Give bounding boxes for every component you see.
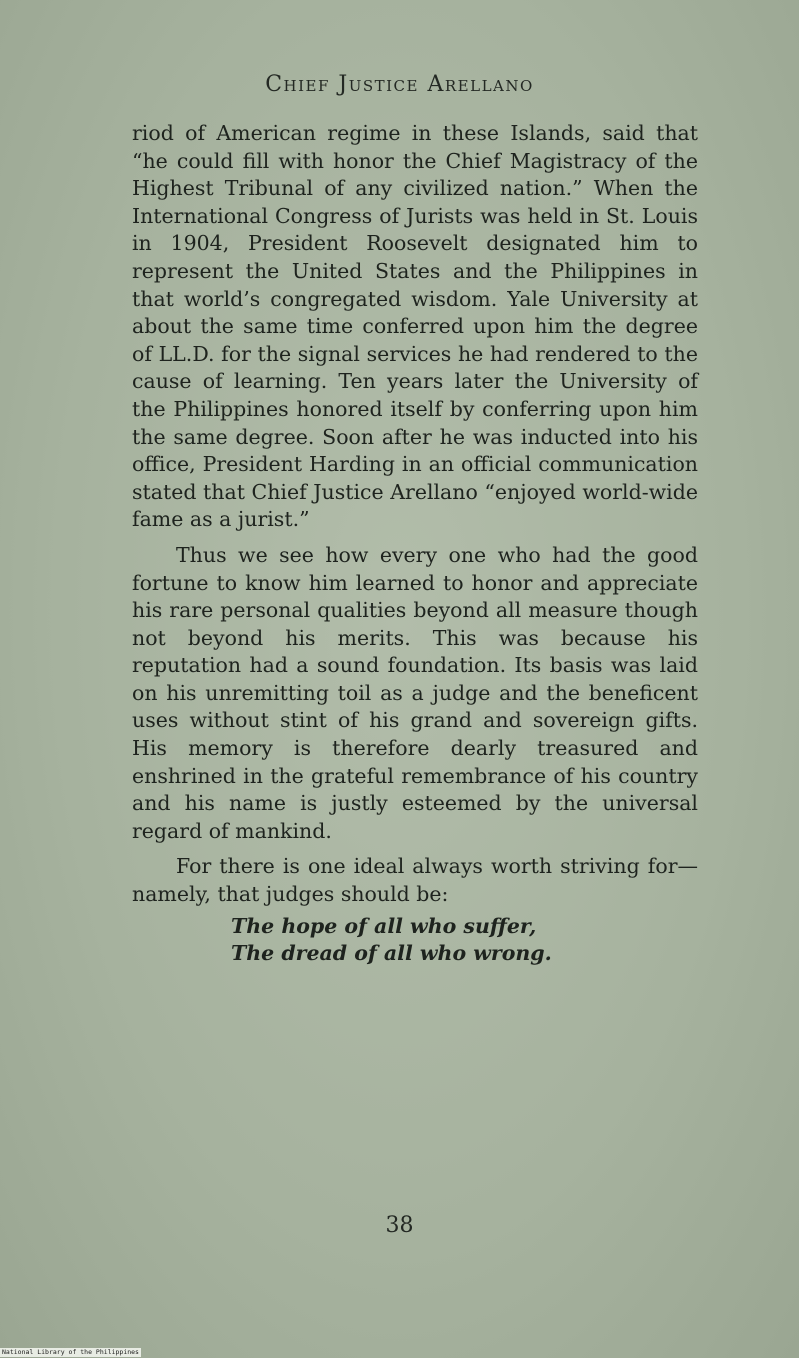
library-credit: National Library of the Philippines bbox=[2, 1348, 139, 1356]
verse-quote bbox=[231, 913, 698, 967]
verse-line-2: The dread of all who wrong. bbox=[231, 940, 552, 965]
verse-line-1: The hope of all who suffer, bbox=[231, 913, 537, 938]
paragraph-1: riod of American regime in these Islands, said that “he could fill with honor the Chief Magistracy of the Highest Tribunal of any civilized nation.” When the International Congress of Jurists was held in St. Louis in 1904, President Roosevelt designated him to represent the United States and the Philippines in that world’s congregated wisdom. Yale University at about the same time conferred upon him the degree of LL.D. for the signal services he had rendered to the cause of learning. Ten years later the University of the Philippines honored itself by conferring upon him the same degree. Soon after he was inducted into his office, President Harding in an official communication stated that Chief Justice Arellano “enjoyed world-wide fame as a jurist.” bbox=[132, 121, 698, 532]
running-title: Chief Justice Arellano bbox=[265, 72, 534, 97]
paragraph-3: For there is one ideal always worth striving for—namely, that judges should be: bbox=[132, 854, 698, 907]
page-body bbox=[132, 120, 698, 967]
paragraph-2: Thus we see how every one who had the good fortune to know him learned to honor and appreciate his rare personal qualities beyond all measure though not beyond his merits. This was because his reputation had a sound foundation. Its basis was laid on his unremitting toil as a judge and the beneficent uses without stint of his grand and sovereign gifts. His memory is therefore dearly treasured and enshrined in the grateful remembrance of his country and his name is justly esteemed by the universal regard of mankind. bbox=[132, 542, 698, 843]
page-number: 38 bbox=[385, 1213, 414, 1238]
